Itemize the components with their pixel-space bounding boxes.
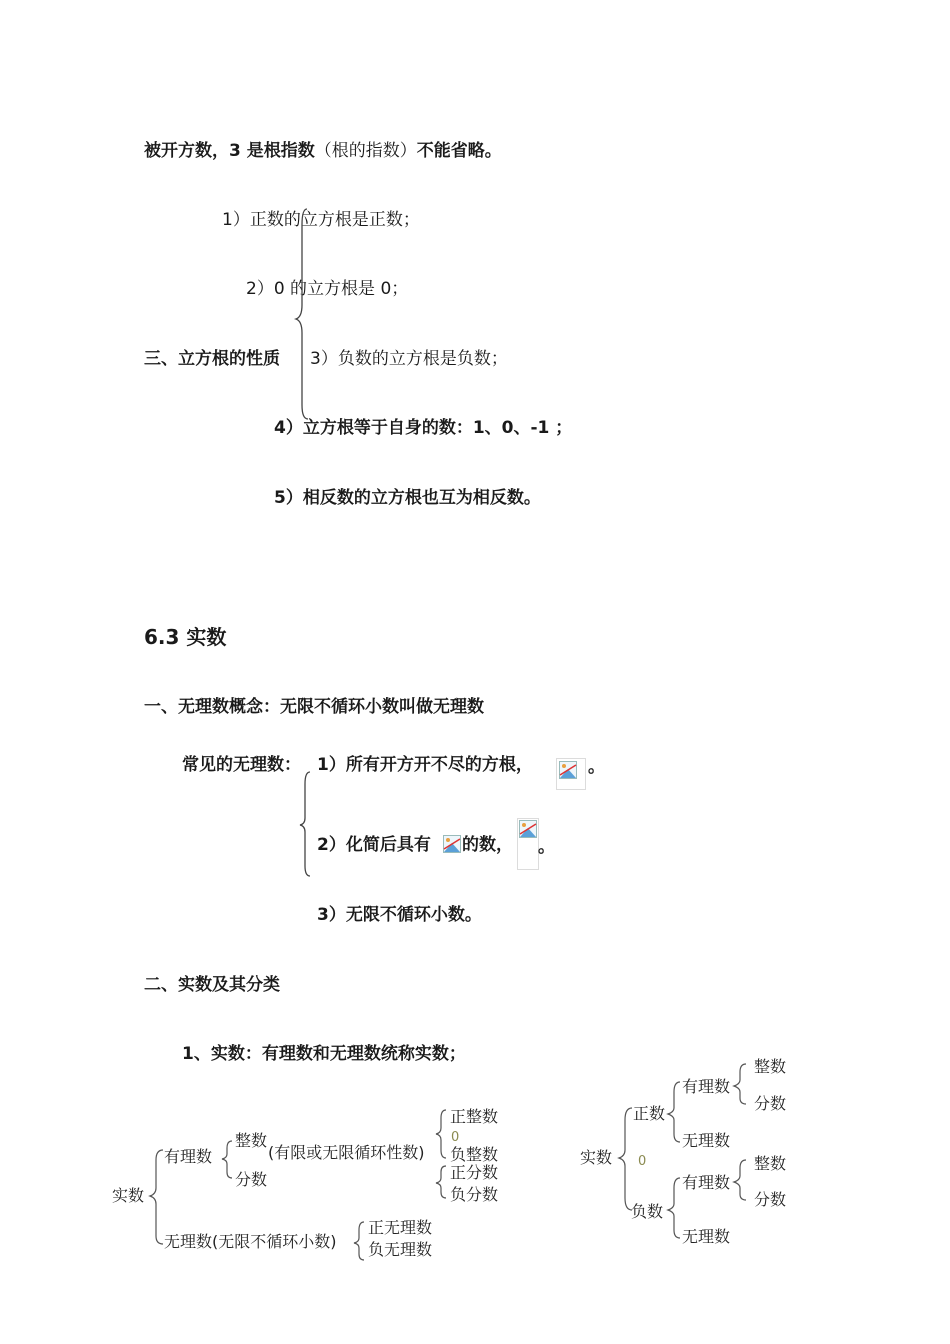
left-negative-irrational: 负无理数 — [368, 1240, 433, 1259]
irrational-item-1: 1）所有开方开不尽的方根， — [317, 755, 533, 775]
irrational-item-2-pre: 2）化简后具有 — [317, 835, 431, 855]
left-positive-fraction: 正分数 — [450, 1163, 499, 1182]
intro-part2: （根的指数） — [314, 141, 417, 161]
right-positive-label: 正数 — [633, 1104, 666, 1123]
property-4: 4）立方根等于自身的数：1、0、-1 ； — [274, 418, 573, 438]
intro-part3: 不能省略。 — [416, 141, 502, 161]
right-zero: 0 — [638, 1154, 647, 1169]
item1-end: 。 — [588, 757, 605, 777]
left-fraction-label: 分数 — [235, 1170, 268, 1189]
right-integer-a: 整数 — [754, 1057, 787, 1076]
left-negative-fraction: 负分数 — [450, 1185, 499, 1204]
right-negative-label: 负数 — [631, 1202, 664, 1221]
left-negative-integer: 负整数 — [450, 1145, 499, 1164]
left-irrational-label: 无理数 — [164, 1232, 213, 1251]
right-irrational-a: 无理数 — [682, 1131, 731, 1150]
common-irrational-label: 常见的无理数： — [182, 755, 301, 775]
section3-title: 三、立方根的性质 — [144, 349, 280, 369]
irrational-item-3: 3）无限不循环小数。 — [317, 905, 482, 925]
left-rational-label: 有理数 — [164, 1147, 213, 1166]
right-root-label: 实数 — [580, 1148, 613, 1167]
real-definition: 1、实数：有理数和无理数统称实数； — [182, 1044, 466, 1064]
property-5: 5）相反数的立方根也互为相反数。 — [274, 488, 541, 508]
left-rational-note: (有限或无限循环性数) — [268, 1143, 425, 1162]
property-2: 2）0 的立方根是 0； — [246, 279, 409, 299]
left-positive-integer: 正整数 — [450, 1107, 499, 1126]
irrational-concept: 一、无理数概念：无限不循环小数叫做无理数 — [144, 697, 484, 717]
real-section-title: 二、实数及其分类 — [144, 975, 280, 995]
right-rational-b: 有理数 — [682, 1173, 731, 1192]
irrational-item-2-mid: 的数， — [462, 835, 513, 855]
property-3: 3）负数的立方根是负数； — [310, 349, 508, 369]
chapter-title: 6.3 实数 — [144, 625, 227, 649]
right-integer-b: 整数 — [754, 1154, 787, 1173]
left-zero: 0 — [451, 1130, 460, 1145]
right-fraction-a: 分数 — [754, 1094, 787, 1113]
left-integer-label: 整数 — [235, 1131, 268, 1150]
left-irrational-note: (无限不循环小数) — [212, 1232, 337, 1251]
right-rational-a: 有理数 — [682, 1077, 731, 1096]
left-root-label: 实数 — [112, 1186, 145, 1205]
item2-end: 。 — [538, 837, 555, 857]
property-1: 1）正数的立方根是正数； — [222, 210, 420, 230]
intro-part1: 被开方数，3 是根指数 — [144, 141, 315, 161]
right-fraction-b: 分数 — [754, 1190, 787, 1209]
left-positive-irrational: 正无理数 — [368, 1218, 433, 1237]
right-irrational-b: 无理数 — [682, 1227, 731, 1246]
